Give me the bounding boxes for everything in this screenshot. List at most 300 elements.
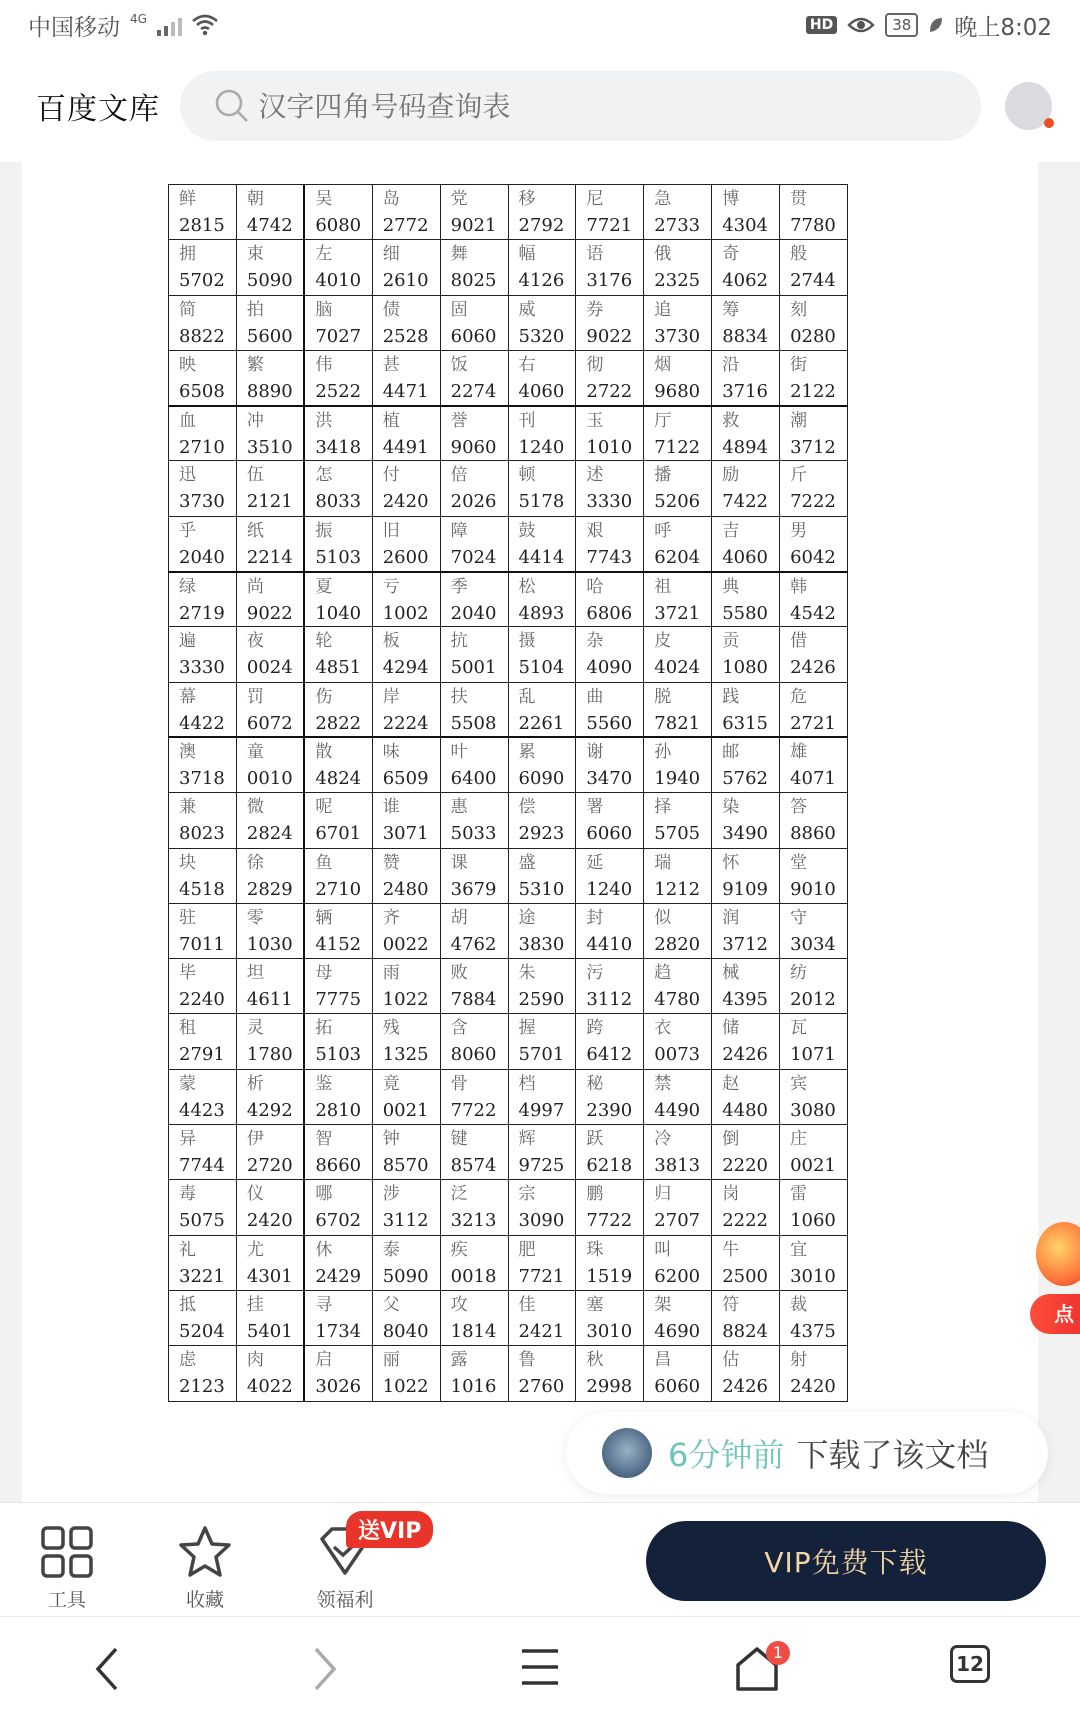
character: 叫 bbox=[654, 1239, 672, 1260]
table-cell bbox=[508, 1290, 576, 1345]
character: 禁 bbox=[654, 1073, 672, 1094]
character: 洪 bbox=[315, 410, 333, 431]
four-corner-code: 2810 bbox=[315, 1099, 362, 1121]
table-cell bbox=[712, 1069, 780, 1124]
four-corner-code: 1519 bbox=[586, 1265, 633, 1287]
character: 趋 bbox=[654, 963, 672, 984]
four-corner-code: 6412 bbox=[586, 1044, 633, 1066]
table-cell bbox=[169, 295, 237, 350]
table-cell bbox=[508, 627, 576, 682]
character: 细 bbox=[382, 244, 400, 265]
character: 童 bbox=[246, 742, 264, 763]
back-icon[interactable] bbox=[92, 1645, 122, 1693]
search-bar[interactable] bbox=[180, 71, 980, 141]
four-corner-code: 1022 bbox=[382, 1376, 429, 1398]
character: 伟 bbox=[315, 354, 333, 375]
table-cell bbox=[644, 295, 712, 350]
table-cell bbox=[169, 959, 237, 1014]
four-corner-code: 9022 bbox=[246, 602, 293, 624]
search-input[interactable] bbox=[258, 90, 958, 123]
table-cell bbox=[780, 959, 848, 1014]
four-corner-code: 7744 bbox=[179, 1155, 225, 1177]
four-corner-code: 2998 bbox=[586, 1376, 633, 1398]
table-cell bbox=[440, 1235, 508, 1290]
four-corner-code: 4152 bbox=[315, 933, 362, 955]
four-corner-code: 9680 bbox=[654, 380, 701, 402]
character: 泛 bbox=[450, 1184, 468, 1205]
table-cell bbox=[304, 185, 372, 240]
table-cell bbox=[304, 1290, 372, 1345]
four-corner-code: 5204 bbox=[179, 1320, 225, 1342]
four-corner-code: 1240 bbox=[586, 878, 633, 900]
character: 竟 bbox=[382, 1073, 400, 1094]
table-cell bbox=[169, 848, 237, 903]
character: 彻 bbox=[586, 354, 604, 375]
character: 估 bbox=[722, 1350, 740, 1371]
character: 礼 bbox=[179, 1239, 196, 1260]
four-corner-code: 9060 bbox=[450, 436, 497, 458]
search-icon bbox=[214, 88, 250, 124]
table-cell bbox=[644, 185, 712, 240]
four-corner-code: 6806 bbox=[586, 602, 633, 624]
four-corner-code: 9109 bbox=[722, 878, 768, 900]
vip-download-button[interactable]: VIP免费下载 bbox=[646, 1521, 1046, 1601]
character: 述 bbox=[586, 465, 604, 486]
four-corner-code: 4491 bbox=[382, 436, 429, 458]
table-cell bbox=[576, 350, 644, 405]
table-cell bbox=[372, 185, 440, 240]
character: 男 bbox=[790, 520, 808, 541]
table-cell bbox=[508, 1180, 576, 1235]
four-corner-code: 4780 bbox=[654, 989, 701, 1011]
character: 典 bbox=[722, 576, 740, 597]
avatar[interactable] bbox=[1005, 82, 1052, 130]
character: 夏 bbox=[315, 576, 333, 597]
four-corner-code: 2123 bbox=[179, 1376, 225, 1398]
menu-icon[interactable] bbox=[520, 1645, 560, 1689]
table-cell bbox=[372, 627, 440, 682]
table-cell bbox=[508, 350, 576, 405]
character: 块 bbox=[179, 852, 196, 873]
table-cell bbox=[372, 1014, 440, 1069]
table-cell bbox=[712, 903, 780, 958]
character: 倍 bbox=[450, 465, 468, 486]
table-cell bbox=[440, 627, 508, 682]
character: 零 bbox=[246, 907, 264, 928]
table-cell bbox=[508, 240, 576, 295]
character: 付 bbox=[382, 465, 400, 486]
table-cell bbox=[169, 461, 237, 516]
table-cell bbox=[508, 793, 576, 848]
four-corner-code: 3418 bbox=[315, 436, 362, 458]
character: 尤 bbox=[246, 1239, 264, 1260]
table-cell bbox=[644, 627, 712, 682]
table-row bbox=[169, 627, 848, 682]
four-corner-code: 2815 bbox=[179, 215, 225, 236]
four-corner-code: 7821 bbox=[654, 712, 701, 734]
table-cell bbox=[304, 406, 372, 461]
table-cell bbox=[169, 350, 237, 405]
character: 朱 bbox=[518, 963, 536, 984]
table-cell bbox=[169, 516, 237, 571]
character: 灵 bbox=[246, 1018, 264, 1039]
character: 肥 bbox=[518, 1239, 536, 1260]
table-cell bbox=[780, 1180, 848, 1235]
table-cell bbox=[508, 1346, 576, 1401]
table-cell bbox=[644, 516, 712, 571]
character: 射 bbox=[790, 1350, 808, 1371]
table-cell bbox=[372, 1346, 440, 1401]
four-corner-code: 3176 bbox=[586, 270, 633, 292]
four-corner-code: 2026 bbox=[450, 491, 497, 513]
four-corner-code: 6400 bbox=[450, 768, 497, 790]
character: 岸 bbox=[382, 686, 400, 707]
character: 振 bbox=[315, 520, 333, 541]
four-corner-code: 8824 bbox=[722, 1320, 768, 1342]
table-cell bbox=[304, 516, 372, 571]
four-corner-code: 7780 bbox=[790, 215, 836, 236]
character: 泰 bbox=[382, 1239, 400, 1260]
four-corner-code: 4611 bbox=[246, 989, 293, 1011]
four-corner-code: 5103 bbox=[315, 546, 362, 568]
character: 储 bbox=[722, 1018, 740, 1039]
table-cell bbox=[304, 240, 372, 295]
four-corner-code: 2791 bbox=[179, 1044, 225, 1066]
four-corner-code: 3034 bbox=[790, 933, 836, 955]
table-cell bbox=[712, 737, 780, 792]
character: 朝 bbox=[246, 189, 264, 209]
four-corner-code: 2522 bbox=[315, 380, 362, 402]
character: 架 bbox=[654, 1294, 672, 1315]
table-cell bbox=[576, 295, 644, 350]
download-toast bbox=[566, 1412, 1048, 1494]
character: 顿 bbox=[518, 465, 536, 486]
four-corner-code: 5401 bbox=[246, 1320, 293, 1342]
table-cell bbox=[169, 737, 237, 792]
four-corner-code: 4301 bbox=[246, 1265, 293, 1287]
four-corner-code: 9010 bbox=[790, 878, 836, 900]
table-cell bbox=[372, 1180, 440, 1235]
battery-indicator: 38 bbox=[885, 13, 918, 37]
table-cell bbox=[644, 1014, 712, 1069]
four-corner-code: 6509 bbox=[382, 768, 429, 790]
table-cell bbox=[508, 461, 576, 516]
four-corner-code: 6701 bbox=[315, 823, 362, 845]
table-cell bbox=[372, 848, 440, 903]
four-corner-code: 0021 bbox=[382, 1099, 429, 1121]
table-cell bbox=[236, 737, 304, 792]
character: 呢 bbox=[315, 797, 333, 818]
table-cell bbox=[576, 240, 644, 295]
table-cell bbox=[304, 959, 372, 1014]
table-cell bbox=[169, 1235, 237, 1290]
character: 兼 bbox=[179, 797, 196, 818]
table-cell bbox=[440, 406, 508, 461]
four-corner-code: 7222 bbox=[790, 491, 836, 513]
four-corner-code: 4894 bbox=[722, 436, 768, 458]
four-corner-code: 4304 bbox=[722, 215, 768, 236]
four-corner-code: 4762 bbox=[450, 933, 497, 955]
table-cell bbox=[236, 295, 304, 350]
character: 夜 bbox=[246, 631, 264, 652]
character: 舞 bbox=[450, 244, 468, 265]
four-corner-code: 3721 bbox=[654, 602, 701, 624]
character: 叶 bbox=[450, 742, 468, 763]
character: 微 bbox=[246, 797, 264, 818]
four-corner-code: 5033 bbox=[450, 823, 497, 845]
table-cell bbox=[780, 1290, 848, 1345]
table-cell bbox=[169, 240, 237, 295]
four-corner-code: 7024 bbox=[450, 546, 497, 568]
user-avatar bbox=[602, 1428, 652, 1478]
character: 鲜 bbox=[179, 189, 196, 209]
character: 绿 bbox=[179, 576, 196, 597]
table-cell bbox=[644, 793, 712, 848]
table-cell bbox=[304, 737, 372, 792]
table-cell bbox=[712, 1346, 780, 1401]
four-corner-code: 2421 bbox=[518, 1320, 565, 1342]
table-cell bbox=[712, 1125, 780, 1180]
four-corner-code: 3712 bbox=[790, 436, 836, 458]
four-corner-code: 3090 bbox=[518, 1210, 565, 1232]
four-corner-code: 4542 bbox=[790, 602, 836, 624]
table-cell bbox=[780, 461, 848, 516]
four-corner-code: 6060 bbox=[654, 1376, 701, 1398]
character: 母 bbox=[315, 963, 333, 984]
table-cell bbox=[440, 1125, 508, 1180]
four-corner-code: 5090 bbox=[382, 1265, 429, 1287]
character: 刻 bbox=[790, 299, 808, 320]
table-cell bbox=[236, 1290, 304, 1345]
four-corner-code: 8033 bbox=[315, 491, 362, 513]
four-corner-code: 8023 bbox=[179, 823, 225, 845]
table-cell bbox=[576, 1014, 644, 1069]
four-corner-code: 2820 bbox=[654, 933, 701, 955]
character: 归 bbox=[654, 1184, 672, 1205]
table-cell bbox=[712, 627, 780, 682]
table-cell bbox=[576, 627, 644, 682]
character: 甚 bbox=[382, 354, 400, 375]
four-corner-code: 2772 bbox=[382, 215, 429, 236]
table-cell bbox=[780, 240, 848, 295]
character: 怎 bbox=[315, 465, 333, 486]
four-corner-code: 0018 bbox=[450, 1265, 497, 1287]
four-corner-code: 8834 bbox=[722, 325, 768, 347]
table-cell bbox=[440, 1014, 508, 1069]
four-corner-code: 9021 bbox=[450, 215, 497, 236]
four-corner-code: 4422 bbox=[179, 712, 225, 734]
favorite-button[interactable] bbox=[160, 1525, 250, 1612]
four-corner-code: 7775 bbox=[315, 989, 362, 1011]
four-corner-code: 3730 bbox=[654, 325, 701, 347]
vip-gift-tag: 送VIP bbox=[346, 1511, 433, 1548]
table-cell bbox=[576, 903, 644, 958]
character: 衣 bbox=[654, 1018, 672, 1039]
character: 抵 bbox=[179, 1294, 196, 1315]
forward-icon[interactable] bbox=[310, 1645, 340, 1693]
four-corner-code: 4062 bbox=[722, 270, 768, 292]
table-cell bbox=[304, 903, 372, 958]
tools-button[interactable] bbox=[22, 1525, 112, 1612]
character: 玉 bbox=[586, 410, 604, 431]
four-corner-code: 2792 bbox=[518, 215, 565, 236]
table-cell bbox=[508, 848, 576, 903]
table-cell bbox=[644, 240, 712, 295]
table-cell bbox=[508, 903, 576, 958]
table-cell bbox=[169, 572, 237, 627]
four-corner-code: 1071 bbox=[790, 1044, 836, 1066]
character: 威 bbox=[518, 299, 536, 320]
character: 澳 bbox=[179, 742, 196, 763]
four-corner-code: 2744 bbox=[790, 270, 836, 292]
table-cell bbox=[440, 959, 508, 1014]
character: 牛 bbox=[722, 1239, 740, 1260]
table-cell bbox=[780, 737, 848, 792]
character: 岗 bbox=[722, 1184, 740, 1205]
four-corner-code: 2040 bbox=[179, 546, 225, 568]
table-cell bbox=[644, 848, 712, 903]
character: 血 bbox=[179, 410, 196, 431]
table-cell bbox=[780, 1069, 848, 1124]
tabs-count-button[interactable]: 12 bbox=[950, 1645, 990, 1683]
table-cell bbox=[576, 572, 644, 627]
four-corner-code: 3330 bbox=[179, 657, 225, 679]
character: 践 bbox=[722, 686, 740, 707]
table-cell bbox=[236, 185, 304, 240]
toast-time: 6分钟前 bbox=[668, 1436, 785, 1474]
character: 宗 bbox=[518, 1184, 536, 1205]
character: 映 bbox=[179, 354, 196, 375]
gift-icon bbox=[1036, 1222, 1080, 1286]
table-row bbox=[169, 1235, 848, 1290]
four-corner-code: 6204 bbox=[654, 546, 701, 568]
table-cell bbox=[576, 406, 644, 461]
table-cell bbox=[372, 737, 440, 792]
table-cell bbox=[576, 848, 644, 903]
four-corner-code: 2722 bbox=[586, 380, 633, 402]
four-corner-code: 5206 bbox=[654, 491, 701, 513]
four-corner-code: 3718 bbox=[179, 768, 225, 790]
character: 鉴 bbox=[315, 1073, 333, 1094]
table-cell bbox=[236, 1235, 304, 1290]
table-cell bbox=[169, 406, 237, 461]
four-corner-code: 5090 bbox=[246, 270, 293, 292]
table-cell bbox=[780, 1346, 848, 1401]
four-corner-code: 3730 bbox=[179, 491, 225, 513]
table-cell bbox=[712, 185, 780, 240]
character: 救 bbox=[722, 410, 740, 431]
brand-logo[interactable]: 百度文库 bbox=[36, 92, 160, 127]
table-cell bbox=[644, 959, 712, 1014]
four-corner-code: 7422 bbox=[722, 491, 768, 513]
character: 烟 bbox=[654, 354, 672, 375]
table-cell bbox=[236, 350, 304, 405]
four-corner-code: 4423 bbox=[179, 1099, 225, 1121]
character: 曲 bbox=[586, 686, 604, 707]
table-cell bbox=[304, 1069, 372, 1124]
star-icon bbox=[177, 1525, 233, 1579]
character: 鲁 bbox=[518, 1350, 536, 1371]
character: 钟 bbox=[382, 1129, 400, 1150]
character: 谢 bbox=[586, 742, 604, 763]
table-cell bbox=[712, 1235, 780, 1290]
eye-icon bbox=[847, 15, 875, 35]
four-corner-code: 2420 bbox=[382, 491, 429, 513]
character: 倒 bbox=[722, 1129, 740, 1150]
home-notification-badge: 1 bbox=[766, 1641, 790, 1665]
four-corner-code: 4490 bbox=[654, 1099, 701, 1121]
table-row bbox=[169, 461, 848, 516]
character: 跃 bbox=[586, 1129, 604, 1150]
character: 润 bbox=[722, 907, 740, 928]
table-row bbox=[169, 848, 848, 903]
character: 雄 bbox=[790, 742, 808, 763]
four-corner-code: 2710 bbox=[315, 878, 362, 900]
table-cell bbox=[169, 1125, 237, 1180]
table-cell bbox=[304, 461, 372, 516]
four-corner-code: 2274 bbox=[450, 380, 497, 402]
four-corner-code: 4410 bbox=[586, 933, 633, 955]
character: 潮 bbox=[790, 410, 808, 431]
table-cell bbox=[236, 461, 304, 516]
four-corner-code: 2240 bbox=[179, 989, 225, 1011]
four-corner-code: 2426 bbox=[790, 657, 836, 679]
table-cell bbox=[236, 1125, 304, 1180]
table-cell bbox=[712, 406, 780, 461]
character: 斤 bbox=[790, 465, 808, 486]
table-cell bbox=[780, 572, 848, 627]
four-corner-code: 5508 bbox=[450, 712, 497, 734]
table-row bbox=[169, 682, 848, 737]
four-corner-code: 6042 bbox=[790, 546, 836, 568]
character: 休 bbox=[315, 1239, 333, 1260]
four-corner-code: 3490 bbox=[722, 823, 768, 845]
character: 纸 bbox=[246, 520, 264, 541]
four-corner-code: 2012 bbox=[790, 989, 836, 1011]
character: 街 bbox=[790, 354, 808, 375]
table-cell bbox=[712, 572, 780, 627]
table-cell bbox=[780, 295, 848, 350]
four-corner-code: 2214 bbox=[246, 546, 293, 568]
four-corner-code: 4071 bbox=[790, 768, 836, 790]
table-cell bbox=[440, 737, 508, 792]
four-corner-code: 2610 bbox=[382, 270, 429, 292]
table-cell bbox=[712, 682, 780, 737]
table-cell bbox=[576, 1290, 644, 1345]
table-cell bbox=[440, 572, 508, 627]
character: 鱼 bbox=[315, 852, 333, 873]
carrier-name: 中国移动 bbox=[28, 14, 120, 41]
four-corner-code: 4414 bbox=[518, 546, 565, 568]
table-cell bbox=[236, 406, 304, 461]
character: 邮 bbox=[722, 742, 740, 763]
four-corner-code: 5701 bbox=[518, 1044, 565, 1066]
table-cell bbox=[304, 1346, 372, 1401]
four-corner-code: 2719 bbox=[179, 602, 225, 624]
table-cell bbox=[712, 848, 780, 903]
table-cell bbox=[712, 350, 780, 405]
table-cell bbox=[236, 1180, 304, 1235]
character: 筹 bbox=[722, 299, 740, 320]
table-cell bbox=[236, 1014, 304, 1069]
activity-float-badge[interactable] bbox=[1030, 1216, 1080, 1356]
character: 杂 bbox=[586, 631, 604, 652]
character: 庄 bbox=[790, 1129, 808, 1150]
character: 秘 bbox=[586, 1073, 604, 1094]
four-corner-code: 4690 bbox=[654, 1320, 701, 1342]
four-corner-code: 2426 bbox=[722, 1044, 768, 1066]
character: 固 bbox=[450, 299, 468, 320]
